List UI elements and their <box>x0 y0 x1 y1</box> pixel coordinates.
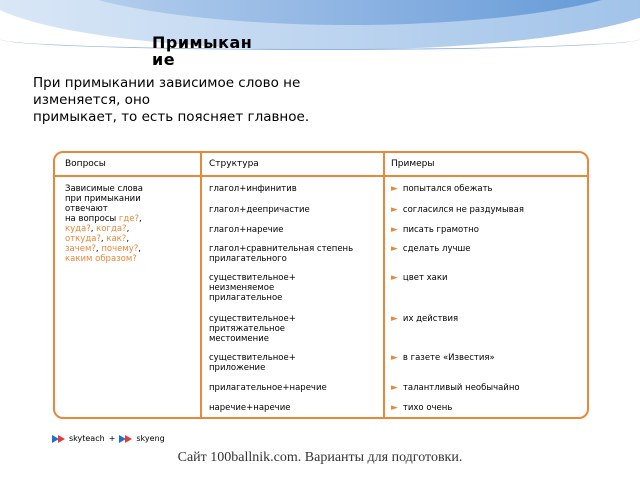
question-word: где? <box>118 214 140 224</box>
brand-plus: + <box>108 434 116 443</box>
question-word: как? <box>106 234 127 244</box>
brand-logos <box>52 434 165 444</box>
questions-line: Зависимые слова <box>65 184 143 194</box>
structure-cell: наречие+наречие <box>209 403 291 413</box>
question-word: откуда? <box>65 234 101 244</box>
question-word: почему? <box>101 244 139 254</box>
questions-punct: , <box>138 244 141 254</box>
questions-punct: , <box>126 234 130 244</box>
questions-punct: , <box>95 244 102 254</box>
example-text: талантливый необычайно <box>402 383 520 393</box>
example-cell <box>391 314 458 324</box>
title-line-2: ие <box>152 50 176 69</box>
example-text: цвет хаки <box>402 273 448 283</box>
intro-line-3: примыкает, то есть поясняет главное. <box>33 109 310 125</box>
questions-line <box>65 254 143 264</box>
brand-skyeng: skyeng <box>136 434 165 443</box>
rules-table <box>53 151 589 419</box>
questions-line: при примыкании <box>65 194 141 204</box>
structure-cell: прилагательное+наречие <box>209 383 327 393</box>
intro-line-1: При примыкании зависимое слово не <box>33 75 301 91</box>
questions-punct: , <box>126 224 130 234</box>
structure-cell: глагол+инфинитив <box>209 184 297 194</box>
questions-line: отвечают <box>65 204 108 214</box>
question-word: куда? <box>65 224 91 234</box>
intro-line-2: изменяется, оно <box>33 92 151 108</box>
brand-skyteach: skyteach <box>69 434 105 443</box>
example-text: сделать лучше <box>402 244 471 254</box>
questions-punct: , <box>90 224 97 234</box>
example-cell <box>391 403 452 413</box>
play-icon <box>125 435 132 443</box>
example-text: их действия <box>402 314 459 324</box>
questions-cell <box>65 184 143 264</box>
example-cell <box>391 244 471 254</box>
arrow-right-icon: ► <box>391 205 398 215</box>
example-cell <box>391 353 495 363</box>
header-structure: Структура <box>209 159 259 169</box>
questions-punct: , <box>100 234 107 244</box>
example-cell <box>391 225 479 235</box>
footer-text: Сайт 100ballnik.com. Варианты для подготовки. <box>177 450 463 465</box>
question-word: зачем? <box>65 244 96 254</box>
structure-cell: глагол+наречие <box>209 225 284 235</box>
arrow-right-icon: ► <box>391 403 398 413</box>
structure-cell: существительное+ притяжательное местоимение <box>209 314 296 344</box>
structure-cell: глагол+сравнительная степень прилагательного <box>209 244 354 264</box>
question-word: когда? <box>96 224 127 234</box>
example-text: тихо очень <box>402 403 453 413</box>
example-text: попытался обежать <box>402 184 493 194</box>
example-cell <box>391 184 493 194</box>
play-icon <box>58 435 65 443</box>
questions-line <box>65 244 143 254</box>
structure-cell: глагол+деепричастие <box>209 205 310 215</box>
arrow-right-icon: ► <box>391 184 398 194</box>
example-text: писать грамотно <box>402 225 479 235</box>
example-text: в газете «Известия» <box>402 353 495 363</box>
questions-line <box>65 214 143 224</box>
header-questions: Вопросы <box>65 159 106 169</box>
arrow-right-icon: ► <box>391 273 398 283</box>
arrow-right-icon: ► <box>391 353 398 363</box>
title-line-1: Примыкан <box>152 33 253 52</box>
example-cell <box>391 205 524 215</box>
header-examples: Примеры <box>391 159 435 169</box>
intro-text <box>33 75 368 126</box>
column-divider-1 <box>200 153 202 417</box>
questions-line <box>65 224 143 234</box>
header-decoration <box>0 0 640 60</box>
arrow-right-icon: ► <box>391 225 398 235</box>
structure-cell: существительное+ неизменяемое прилагательное <box>209 273 296 303</box>
arrow-right-icon: ► <box>391 383 398 393</box>
slide-title <box>152 34 280 68</box>
structure-cell: существительное+ приложение <box>209 353 296 373</box>
questions-line <box>65 234 143 244</box>
example-cell <box>391 383 520 393</box>
question-word: каким образом? <box>65 254 137 264</box>
example-text: согласился не раздумывая <box>402 205 524 215</box>
questions-text: на вопросы <box>65 214 119 224</box>
arrow-right-icon: ► <box>391 314 398 324</box>
example-cell <box>391 273 448 283</box>
questions-punct: , <box>139 214 142 224</box>
header-divider <box>55 175 587 177</box>
arrow-right-icon: ► <box>391 244 398 254</box>
